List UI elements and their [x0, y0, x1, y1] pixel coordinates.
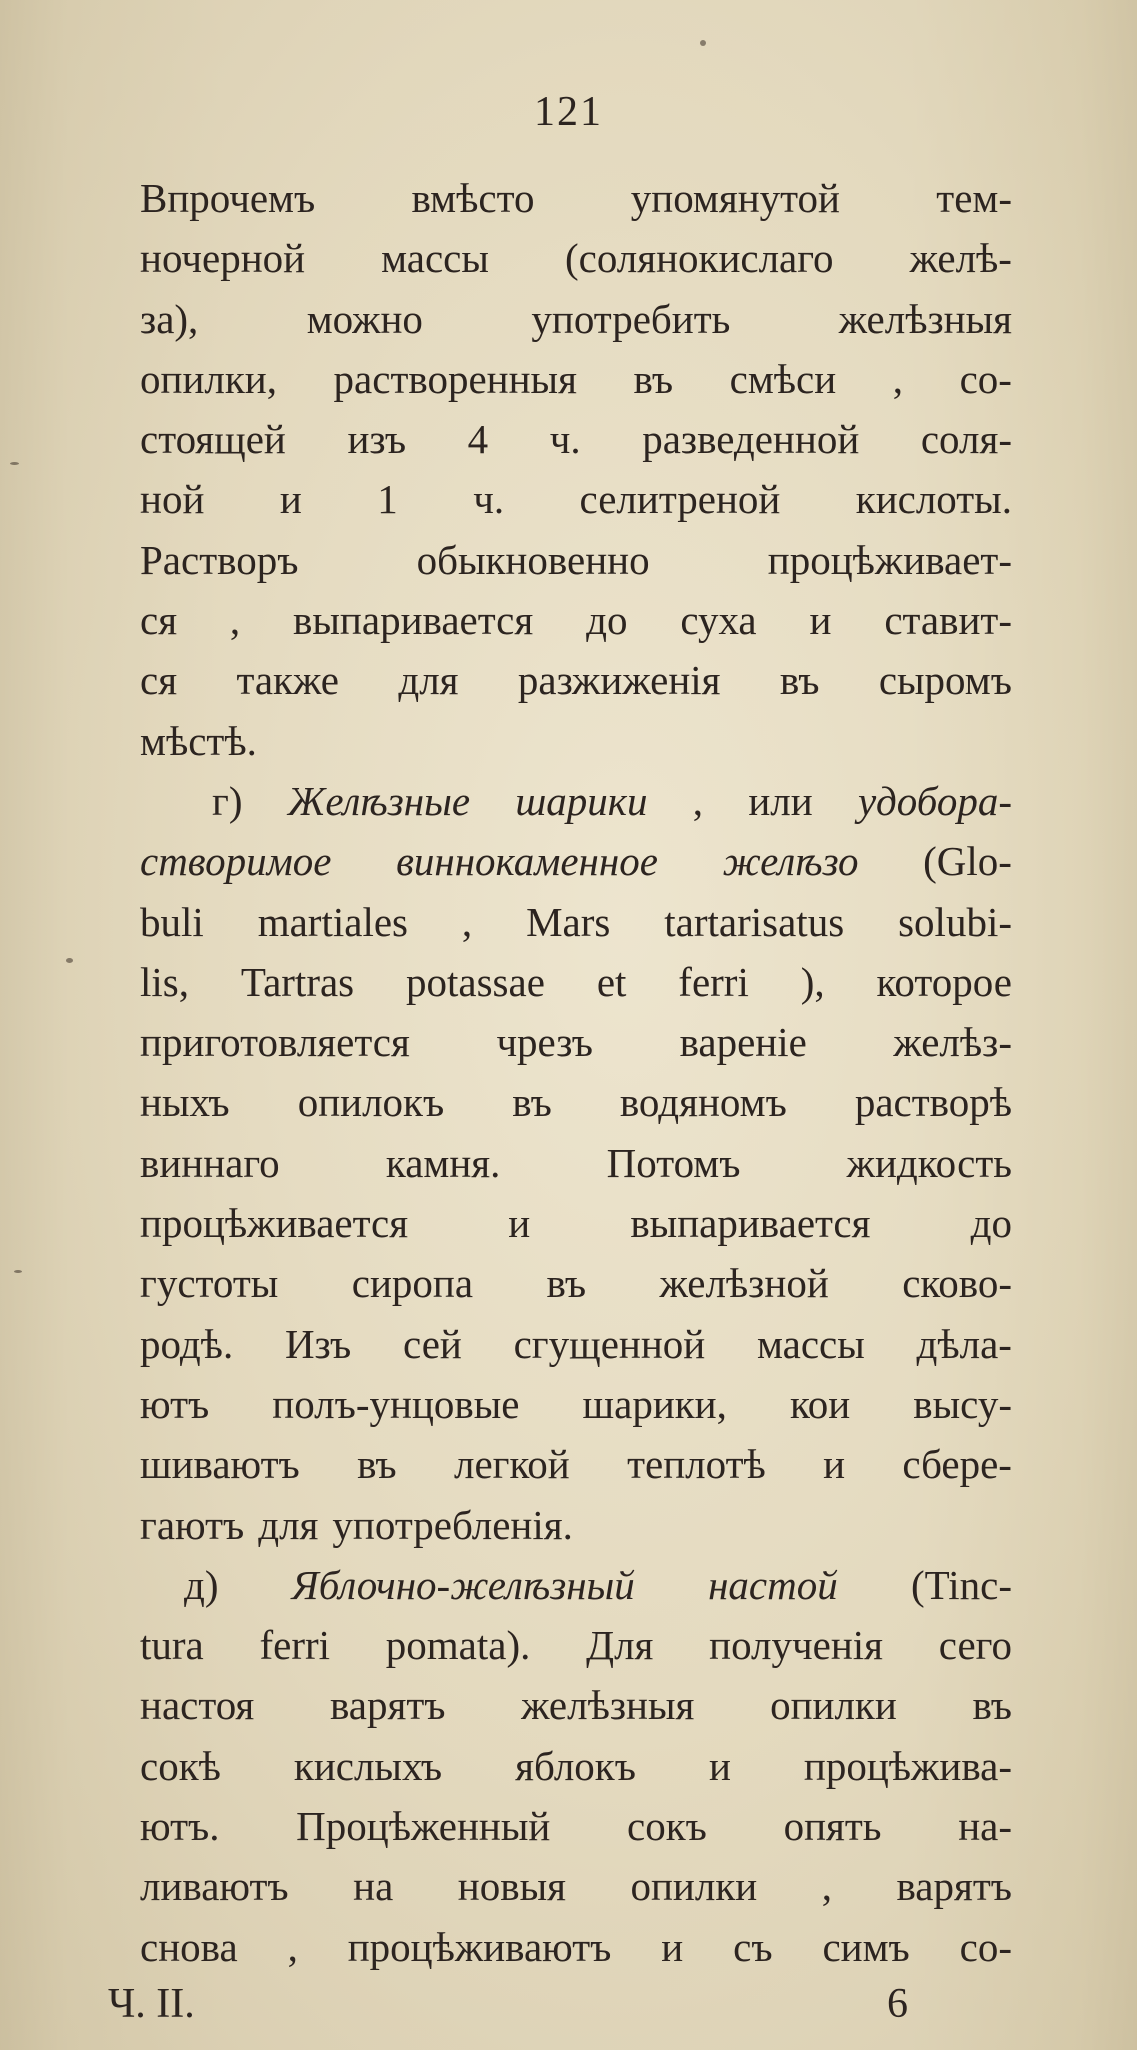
text-word: полъ-унцовые — [272, 1380, 520, 1427]
text-word: до — [970, 1200, 1012, 1247]
text-word: , — [461, 898, 473, 945]
text-word: (солянокислаго — [564, 235, 834, 282]
text-word: вареніе — [679, 1019, 807, 1066]
text-word: и — [661, 1923, 684, 1970]
paper-speck — [14, 1270, 22, 1273]
text-word: гаютъ — [140, 1501, 245, 1548]
text-word: опилки — [630, 1863, 758, 1910]
text-line — [140, 1555, 1012, 1615]
text-word: ныхъ — [140, 1079, 230, 1126]
text-word: процѣживается — [140, 1200, 409, 1247]
text-word: разведенной — [642, 416, 860, 463]
text-word: ся — [140, 657, 178, 704]
text-word: массы — [756, 1320, 865, 1367]
text-word: Tartras — [240, 958, 355, 1005]
text-line — [140, 952, 1012, 1012]
text-word: martiales — [257, 898, 408, 945]
text-word: шиваютъ — [140, 1441, 300, 1488]
text-word: Для — [586, 1622, 654, 1669]
text-word: опилокъ — [297, 1079, 445, 1126]
text-word: сей — [403, 1320, 462, 1367]
text-line — [140, 168, 1012, 228]
text-word: которое — [876, 958, 1012, 1005]
text-line — [140, 1917, 1012, 1977]
text-word: употребленія. — [332, 1501, 573, 1548]
text-line — [140, 1193, 1012, 1253]
text-word: ночерной — [140, 235, 306, 282]
text-word: въ — [779, 657, 820, 704]
text-word: можно — [306, 295, 423, 342]
text-word: Желѣзные — [287, 777, 471, 824]
text-word: теплотѣ — [627, 1441, 766, 1488]
text-word: Впрочемъ — [140, 175, 316, 221]
signature-mark: Ч. II. — [108, 1981, 195, 2027]
text-word: tura — [140, 1622, 204, 1669]
text-word: снова — [140, 1923, 238, 1970]
text-word: тем- — [936, 175, 1012, 221]
text-word: и — [508, 1200, 531, 1247]
text-word: на — [353, 1863, 394, 1910]
text-word: ferri — [259, 1622, 331, 1669]
text-word: et — [596, 958, 627, 1005]
text-word: полученія — [709, 1622, 884, 1669]
text-word: желѣзныя — [838, 295, 1012, 342]
text-line — [140, 1615, 1012, 1675]
text-word: pomata). — [385, 1622, 531, 1669]
text-word: solubi- — [898, 898, 1012, 945]
text-word: дѣла- — [916, 1320, 1012, 1367]
text-word: ливаютъ — [140, 1863, 289, 1910]
page-number: 121 — [534, 89, 603, 135]
text-word: желѣзной — [659, 1260, 829, 1307]
text-word: легкой — [453, 1441, 570, 1488]
text-word: суха — [680, 597, 757, 644]
paper-speck — [700, 40, 706, 46]
text-word: для — [398, 657, 459, 704]
text-word: ч. — [473, 476, 505, 523]
text-word: процѣжива- — [803, 1742, 1012, 1789]
text-word: желѣзныя — [521, 1682, 695, 1729]
text-word: ной — [140, 476, 205, 523]
text-word: обыкновенно — [416, 536, 650, 583]
text-line — [140, 1133, 1012, 1193]
text-word: настоя — [140, 1682, 255, 1729]
text-word: вмѣсто — [411, 175, 535, 221]
text-word: въ — [972, 1682, 1012, 1729]
page-footer — [108, 1976, 908, 2032]
text-word: Растворъ — [140, 536, 299, 583]
text-line — [140, 650, 1012, 710]
text-word: и — [809, 597, 832, 644]
text-word: tartarisatus — [664, 898, 845, 945]
text-word: сгущенной — [513, 1320, 706, 1367]
text-word: желѣ- — [909, 235, 1012, 282]
paper-speck — [66, 958, 73, 963]
text-word: Процѣженный — [296, 1803, 551, 1850]
text-word: ся — [140, 597, 178, 644]
text-word: смѣси — [729, 355, 837, 402]
text-word: сего — [938, 1622, 1012, 1669]
text-word: процѣживает- — [767, 536, 1012, 583]
text-word: соля- — [920, 416, 1012, 463]
text-word: и — [279, 476, 302, 523]
text-line — [140, 831, 1012, 891]
text-word: симъ — [822, 1923, 910, 1970]
text-word: ютъ. — [140, 1803, 220, 1850]
text-word: кислоты. — [855, 476, 1012, 523]
text-word: варятъ — [329, 1682, 446, 1729]
text-word: выпаривается — [630, 1200, 871, 1247]
text-word: водяномъ — [619, 1079, 787, 1126]
text-line — [140, 1736, 1012, 1796]
text-word: , — [229, 597, 241, 644]
text-word: яблокъ — [515, 1742, 636, 1789]
text-word: удобора- — [857, 777, 1012, 824]
text-line — [140, 1072, 1012, 1132]
text-word: до — [586, 597, 628, 644]
text-line — [140, 1434, 1012, 1494]
text-word: buli — [140, 898, 204, 945]
text-word: и — [708, 1742, 731, 1789]
text-word: высу- — [913, 1380, 1012, 1427]
text-word: potassae — [406, 958, 545, 1005]
text-word: кислыхъ — [293, 1742, 443, 1789]
text-word: сково- — [902, 1260, 1012, 1307]
text-line — [140, 349, 1012, 409]
text-word: сокѣ — [140, 1742, 221, 1789]
text-line — [140, 228, 1012, 288]
text-word: створимое — [140, 838, 332, 885]
text-word: ч. — [549, 416, 581, 463]
text-word: шарики — [515, 777, 648, 824]
text-word: д) — [184, 1561, 219, 1608]
text-word: желѣз- — [893, 1019, 1012, 1066]
text-word: за), — [140, 295, 199, 342]
text-line — [140, 409, 1012, 469]
text-word: сиропа — [351, 1260, 474, 1307]
text-word: камня. — [385, 1139, 501, 1186]
text-word: селитреной — [579, 476, 781, 523]
text-line — [140, 1012, 1012, 1072]
text-word: въ — [546, 1260, 587, 1307]
text-word: шарики, — [582, 1380, 727, 1427]
text-word: (Glo- — [923, 838, 1012, 885]
text-word: мѣстѣ. — [140, 717, 257, 764]
text-word: Mars — [526, 898, 611, 945]
text-word: и — [823, 1441, 846, 1488]
text-word: на- — [958, 1803, 1012, 1850]
text-word: изъ — [347, 416, 407, 463]
text-line — [140, 530, 1012, 590]
text-word: настой — [708, 1561, 838, 1608]
text-word: ), — [800, 958, 825, 1005]
text-word: , — [821, 1863, 832, 1910]
text-line — [140, 892, 1012, 952]
text-word: выпаривается — [293, 597, 534, 644]
text-word: стоящей — [140, 416, 286, 463]
text-word: густоты — [140, 1260, 279, 1307]
text-word: также — [236, 657, 339, 704]
text-word: опилки, — [140, 355, 277, 402]
paper-speck — [10, 462, 19, 465]
text-word: съ — [733, 1923, 773, 1970]
text-word: для — [258, 1501, 319, 1548]
text-word: ставит- — [884, 597, 1012, 644]
text-word: желѣзо — [722, 838, 859, 885]
text-word: сбере- — [902, 1441, 1012, 1488]
text-line — [140, 771, 1012, 831]
text-word: въ — [512, 1079, 552, 1126]
text-word: сыромъ — [878, 657, 1012, 704]
text-word: 4 — [467, 416, 489, 463]
text-word: кои — [789, 1380, 851, 1427]
text-word: Изъ — [284, 1320, 352, 1367]
text-line — [140, 711, 1012, 771]
text-word: , — [287, 1923, 298, 1970]
text-word: жидкость — [846, 1139, 1012, 1186]
text-word: виннокаменное — [396, 838, 658, 885]
text-line — [140, 289, 1012, 349]
text-word: растворенныя — [333, 355, 577, 402]
text-word: новыя — [457, 1863, 566, 1910]
text-word: приготовляется — [140, 1019, 410, 1066]
text-line — [140, 590, 1012, 650]
text-word: растворѣ — [854, 1079, 1012, 1126]
signature-number: 6 — [887, 1981, 908, 2027]
text-word: родѣ. — [140, 1320, 234, 1367]
text-word: варятъ — [896, 1863, 1012, 1910]
text-word: со- — [959, 1923, 1012, 1970]
text-word: , — [892, 355, 904, 402]
text-word: опилки — [770, 1682, 897, 1729]
text-word: въ — [357, 1441, 397, 1488]
text-line — [140, 1314, 1012, 1374]
text-word: Потомъ — [606, 1139, 741, 1186]
body-text — [140, 168, 1012, 1977]
text-word: упомянутой — [630, 175, 840, 221]
text-word: въ — [633, 355, 674, 402]
text-word: массы — [381, 235, 489, 282]
text-line — [140, 1495, 1012, 1555]
text-word: процѣживаютъ — [347, 1923, 612, 1970]
text-word: 1 — [377, 476, 398, 523]
text-word: Яблочно-желѣзный — [291, 1561, 635, 1608]
text-word: употребить — [531, 295, 731, 342]
text-line — [140, 469, 1012, 529]
text-line — [140, 1856, 1012, 1916]
text-word: виннаго — [140, 1139, 280, 1186]
text-line — [140, 1253, 1012, 1313]
text-word: опять — [783, 1803, 882, 1850]
text-word: ferri — [678, 958, 749, 1005]
text-word: со- — [959, 355, 1012, 402]
text-word: чрезъ — [496, 1019, 593, 1066]
text-word: или — [748, 777, 813, 824]
text-line — [140, 1675, 1012, 1735]
text-word: разжиженія — [517, 657, 721, 704]
text-line — [140, 1796, 1012, 1856]
text-word: сокъ — [627, 1803, 707, 1850]
text-word: , — [692, 777, 704, 824]
text-word: lis, — [140, 958, 189, 1005]
text-word: (Tinc- — [910, 1561, 1012, 1608]
text-word: ютъ — [140, 1380, 210, 1427]
text-word: г) — [212, 777, 243, 824]
text-line — [140, 1374, 1012, 1434]
